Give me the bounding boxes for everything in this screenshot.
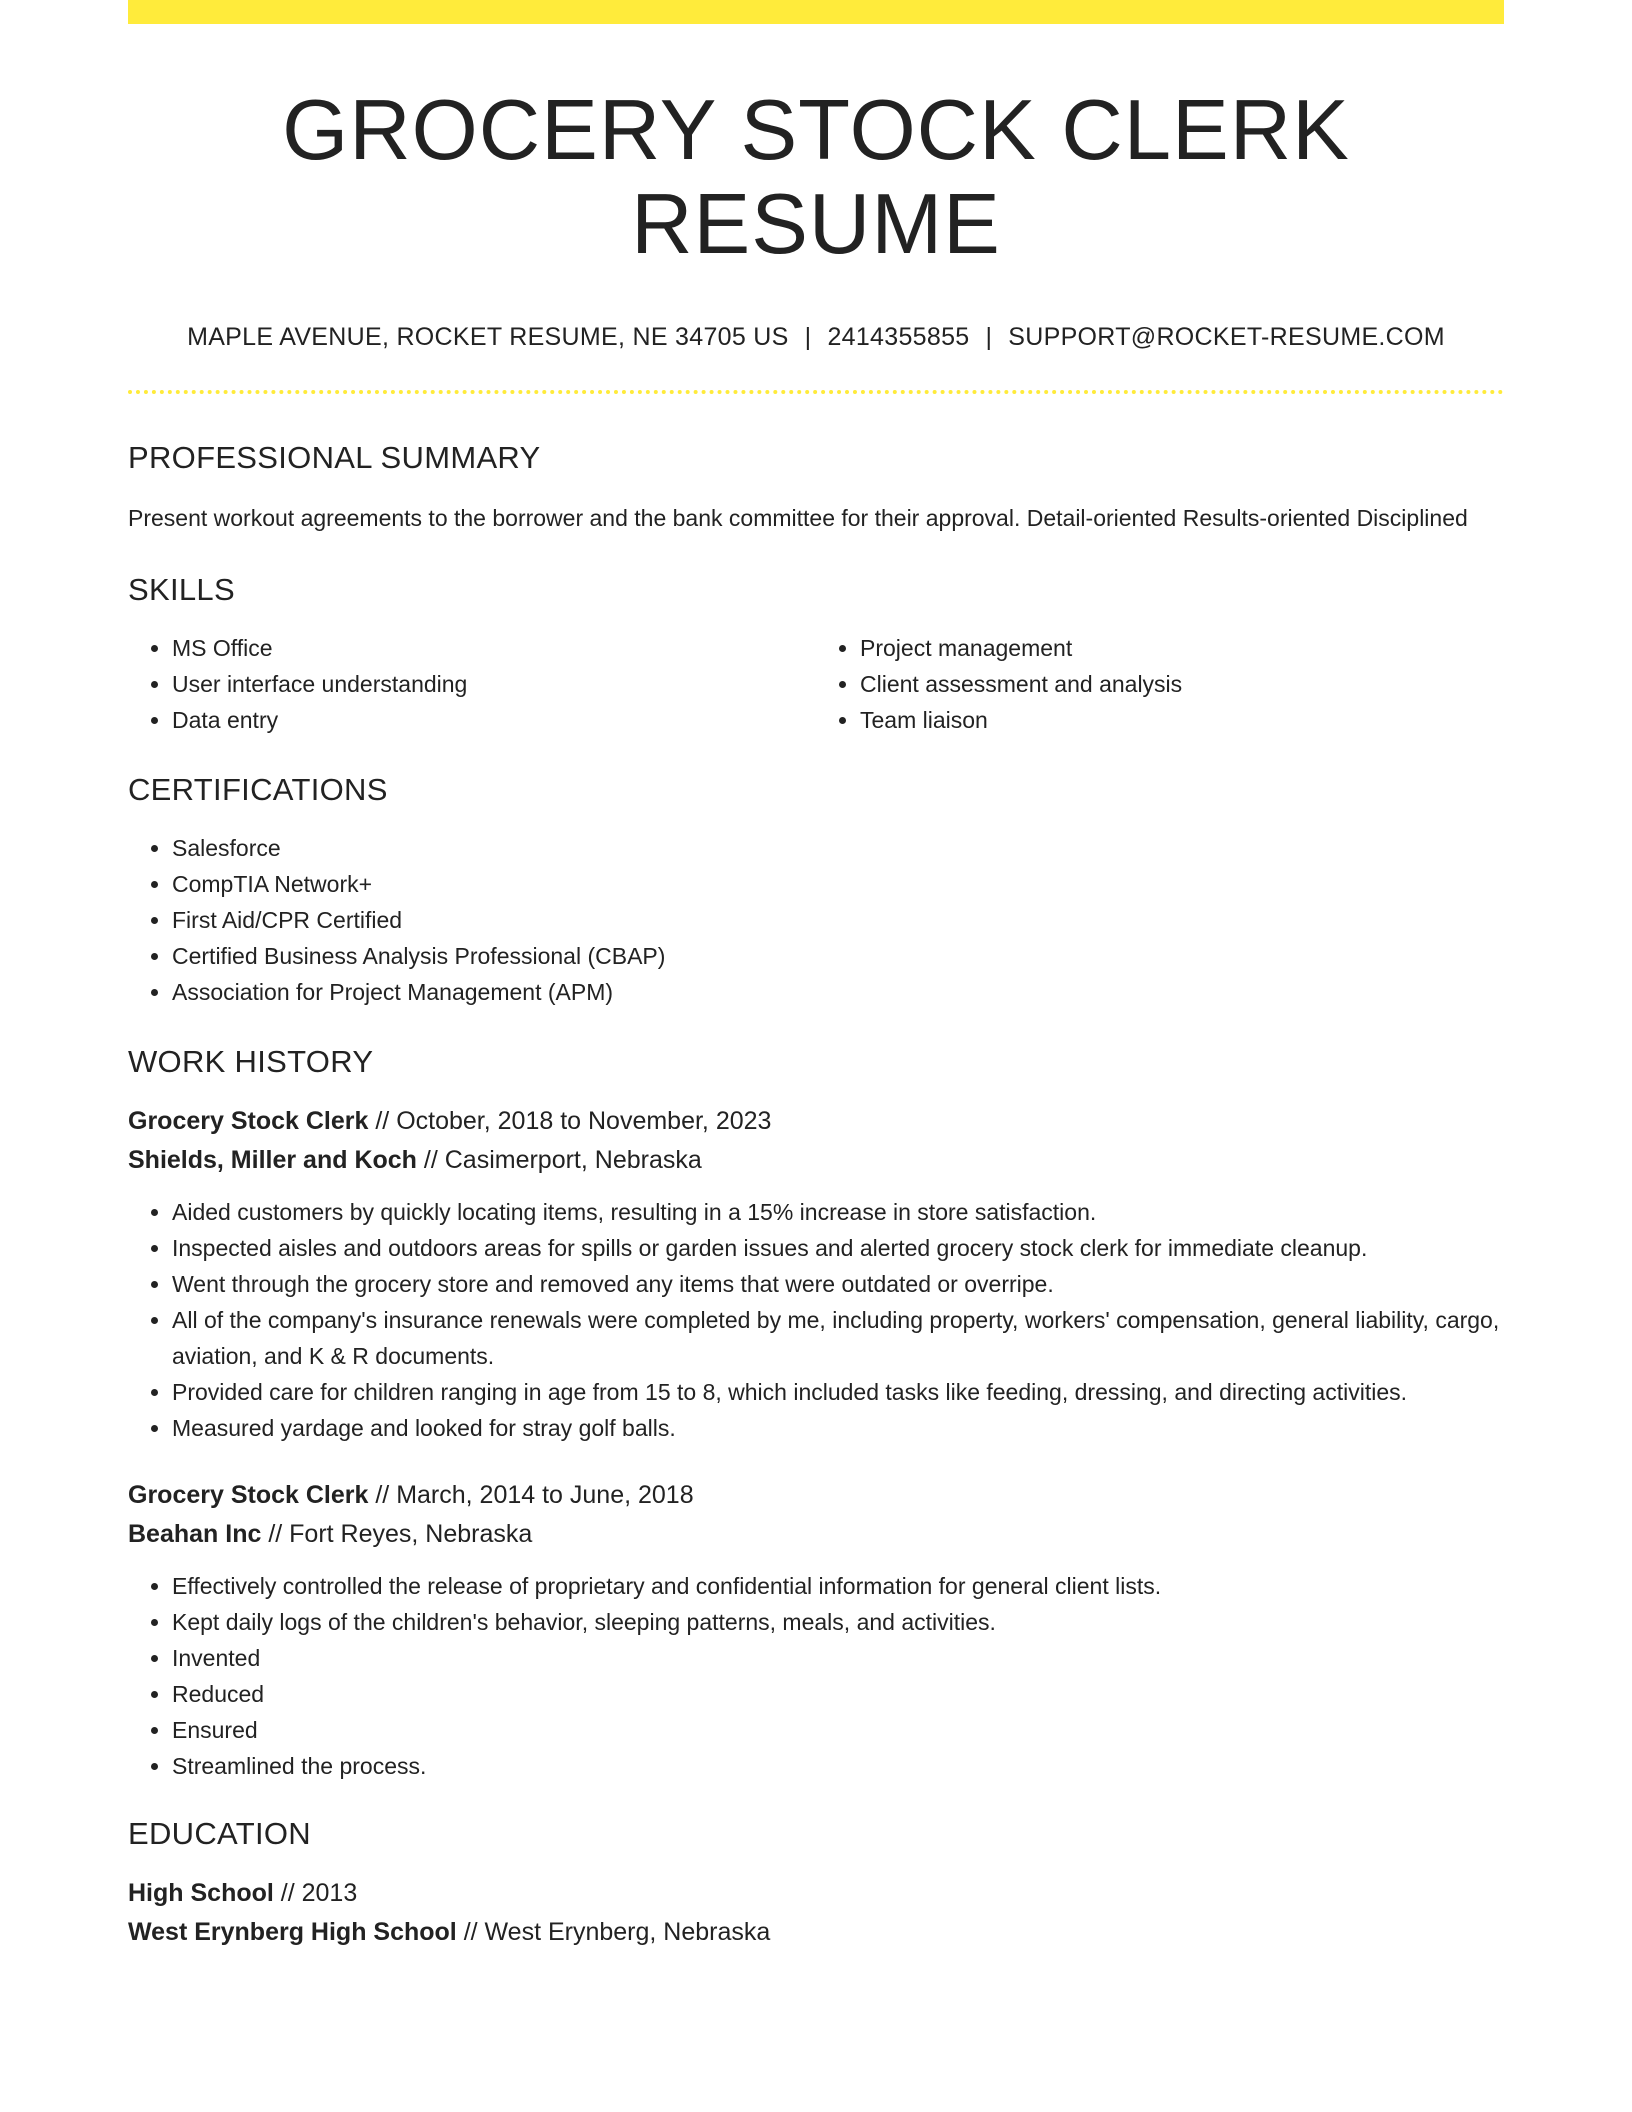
skills-columns — [128, 630, 1504, 738]
job-location: // Fort Reyes, Nebraska — [261, 1520, 533, 1548]
accent-top-bar — [128, 0, 1504, 24]
certification-item: • Salesforce — [172, 830, 1504, 866]
phone: 2414355855 — [827, 323, 970, 351]
skill-item: • User interface understanding — [172, 666, 816, 702]
education-school: West Erynberg High School — [128, 1918, 457, 1946]
job-title-line — [128, 1476, 1504, 1515]
section-title: CERTIFICATIONS — [128, 772, 388, 807]
certification-item: • CompTIA Network+ — [172, 866, 1504, 902]
job-bullet: • Invented — [172, 1640, 1504, 1676]
certification-item: • Association for Project Management (APM) — [172, 974, 1504, 1010]
education-year: // 2013 — [273, 1879, 358, 1907]
job-bullet: • Kept daily logs of the children's behavior, sleeping patterns, meals, and activities. — [172, 1604, 1504, 1640]
job-role: Grocery Stock Clerk — [128, 1481, 369, 1509]
skill-item: • Project management — [860, 630, 1504, 666]
section-title: SKILLS — [128, 572, 235, 607]
job-bullets — [128, 1568, 1504, 1784]
job-bullet: • Aided customers by quickly locating items, resulting in a 15% increase in store satisfaction. — [172, 1194, 1504, 1230]
certification-item: • Certified Business Analysis Professional (CBAP) — [172, 938, 1504, 974]
job-role: Grocery Stock Clerk — [128, 1107, 369, 1135]
skills-section — [128, 572, 1504, 738]
job-entry — [128, 1102, 1504, 1446]
section-title: EDUCATION — [128, 1816, 311, 1851]
skill-item: • MS Office — [172, 630, 816, 666]
contact-line — [128, 323, 1504, 352]
education-school-line — [128, 1913, 1504, 1952]
job-bullets — [128, 1194, 1504, 1446]
dotted-divider — [128, 390, 1504, 394]
section-title: WORK HISTORY — [128, 1044, 374, 1079]
job-bullet: • Provided care for children ranging in age from 15 to 8, which included tasks like feeding, dressing, and directing activities. — [172, 1374, 1504, 1410]
job-title-line — [128, 1102, 1504, 1141]
section-title: PROFESSIONAL SUMMARY — [128, 440, 541, 475]
resume-page — [128, 0, 1504, 1952]
job-bullet: • Inspected aisles and outdoors areas for spills or garden issues and alerted grocery stock clerk for immediate cleanup. — [172, 1230, 1504, 1266]
job-company-line — [128, 1515, 1504, 1554]
job-company-line — [128, 1141, 1504, 1180]
job-bullet: • Streamlined the process. — [172, 1748, 1504, 1784]
education-location: // West Erynberg, Nebraska — [456, 1918, 771, 1946]
certifications-section — [128, 772, 1504, 1010]
professional-summary-section — [128, 440, 1504, 536]
contact-separator: | — [804, 323, 812, 351]
job-bullet: • Reduced — [172, 1676, 1504, 1712]
skills-list-right — [816, 630, 1504, 738]
email: SUPPORT@ROCKET-RESUME.COM — [1008, 323, 1445, 351]
skill-item: • Client assessment and analysis — [860, 666, 1504, 702]
certifications-list — [128, 830, 1504, 1010]
education-section — [128, 1816, 1504, 1952]
job-dates: // October, 2018 to November, 2023 — [368, 1107, 772, 1135]
certification-item: • First Aid/CPR Certified — [172, 902, 1504, 938]
job-bullet: • Measured yardage and looked for stray golf balls. — [172, 1410, 1504, 1446]
job-bullet: • Went through the grocery store and removed any items that were outdated or overripe. — [172, 1266, 1504, 1302]
job-company: Shields, Miller and Koch — [128, 1146, 417, 1174]
job-entry — [128, 1476, 1504, 1784]
education-degree: High School — [128, 1879, 274, 1907]
job-bullet: • Effectively controlled the release of proprietary and confidential information for general client lists. — [172, 1568, 1504, 1604]
job-company: Beahan Inc — [128, 1520, 262, 1548]
job-bullet: • Ensured — [172, 1712, 1504, 1748]
job-bullet: • All of the company's insurance renewals were completed by me, including property, workers' compensation, general liability, cargo, aviation, and K & R documents. — [172, 1302, 1504, 1374]
skill-item: • Team liaison — [860, 702, 1504, 738]
education-degree-line — [128, 1874, 1504, 1913]
address: MAPLE AVENUE, ROCKET RESUME, NE 34705 US — [187, 323, 789, 351]
resume-title: GROCERY STOCK CLERK RESUME — [282, 83, 1350, 272]
job-dates: // March, 2014 to June, 2018 — [368, 1481, 694, 1509]
skills-list-left — [128, 630, 816, 738]
contact-separator: | — [985, 323, 993, 351]
summary-text: Present workout agreements to the borrower and the bank committee for their approval. Detail-oriented Results-oriented Disciplined — [128, 505, 1468, 531]
work-history-section — [128, 1044, 1504, 1784]
job-location: // Casimerport, Nebraska — [416, 1146, 702, 1174]
skill-item: • Data entry — [172, 702, 816, 738]
